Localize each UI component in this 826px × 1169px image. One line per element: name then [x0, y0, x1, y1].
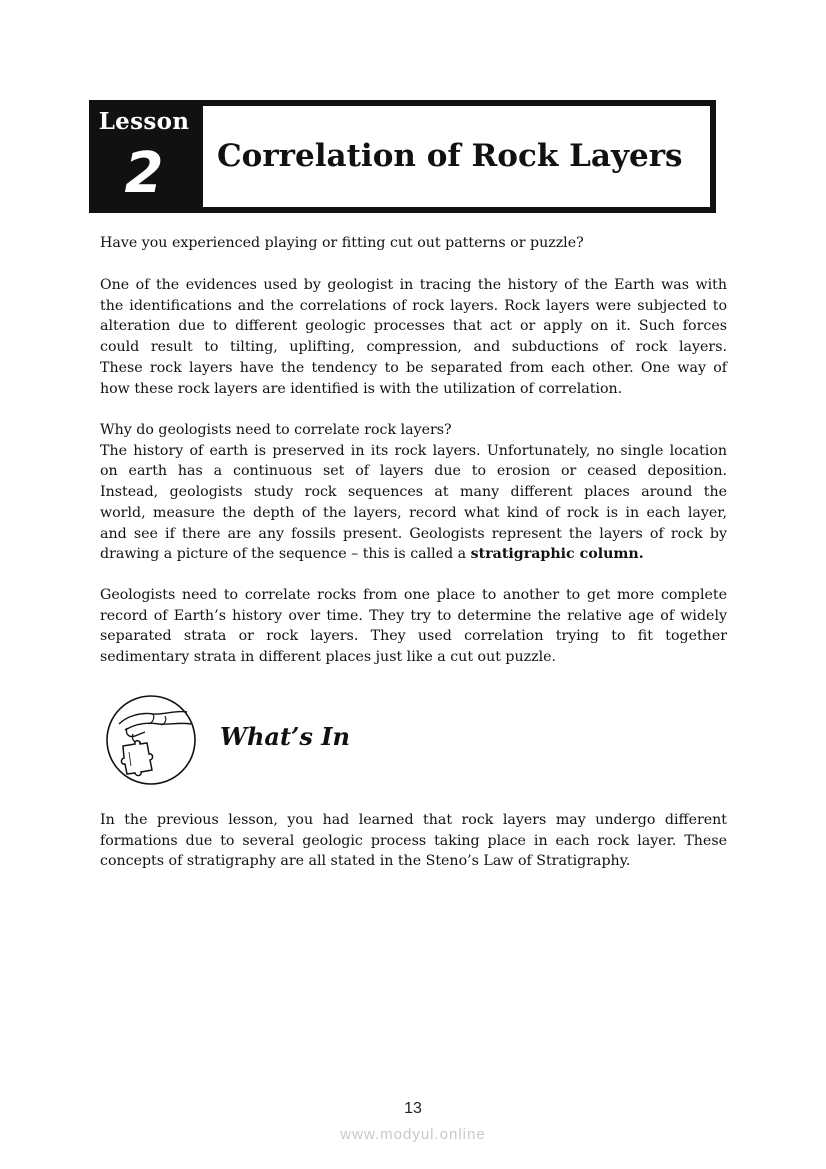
lesson-badge	[89, 100, 199, 213]
intro-question: Have you experienced playing or fitting cut out patterns or puzzle?	[100, 235, 584, 251]
lesson-title-box	[201, 104, 712, 209]
stratigraphic-column-line: drawing a picture of the sequence – this is called a stratigraphic column.	[100, 546, 644, 563]
paragraph-why-correlate: Why do geologists need to correlate rock layers? The history of earth is preserved in its rock layers. Unfortunately, no single location on earth has a continuous set of layers due to erosion or ceased deposition. Instead, geologists study rock sequences at many different places around the world, measure the depth of the layers, record what kind of rock is in each layer, and see if there are any fossils present. Geologists represent the layers of rock by drawing a picture of the sequence – this is called a stratigraphic column.	[100, 420, 727, 565]
stratigraphic-column-term: stratigraphic column.	[470, 546, 644, 563]
watermark: www.modyul.online	[340, 1126, 486, 1143]
page-number: 13	[404, 1100, 422, 1117]
lesson-label: Lesson	[98, 108, 190, 135]
lesson-title: Correlation of Rock Layers	[217, 138, 683, 174]
lesson-number: 2	[124, 141, 164, 206]
whats-in-title: What’s In	[220, 722, 350, 751]
paragraph-previous-lesson: In the previous lesson, you had learned that rock layers may undergo different formations due to several geologic process taking place in each rock layer. These concepts of stratigraphy are all stated in the Steno’s Law of Stratigraphy.	[100, 812, 727, 870]
lesson-header	[89, 100, 716, 213]
paragraph-evidences: One of the evidences used by geologist in tracing the history of the Earth was with the identifications and the correlations of rock layers. Rock layers were subjected to alteration due to different geologic processes that act or apply on it. Such forces could result to tilting, uplifting, compression, and subductions of rock layers. These rock layers have the tendency to be separated from each other. One way of how these rock layers are identified is with the utilization of correlation.	[100, 277, 727, 397]
paragraph-correlate-rocks: Geologists need to correlate rocks from one place to another to get more complete record of Earth’s history over time. They try to determine the relative age of widely separated strata or rock layers. They used correlation trying to fit together sedimentary strata in different places just like a cut out puzzle.	[100, 587, 727, 666]
hand-puzzle-icon	[105, 694, 197, 786]
